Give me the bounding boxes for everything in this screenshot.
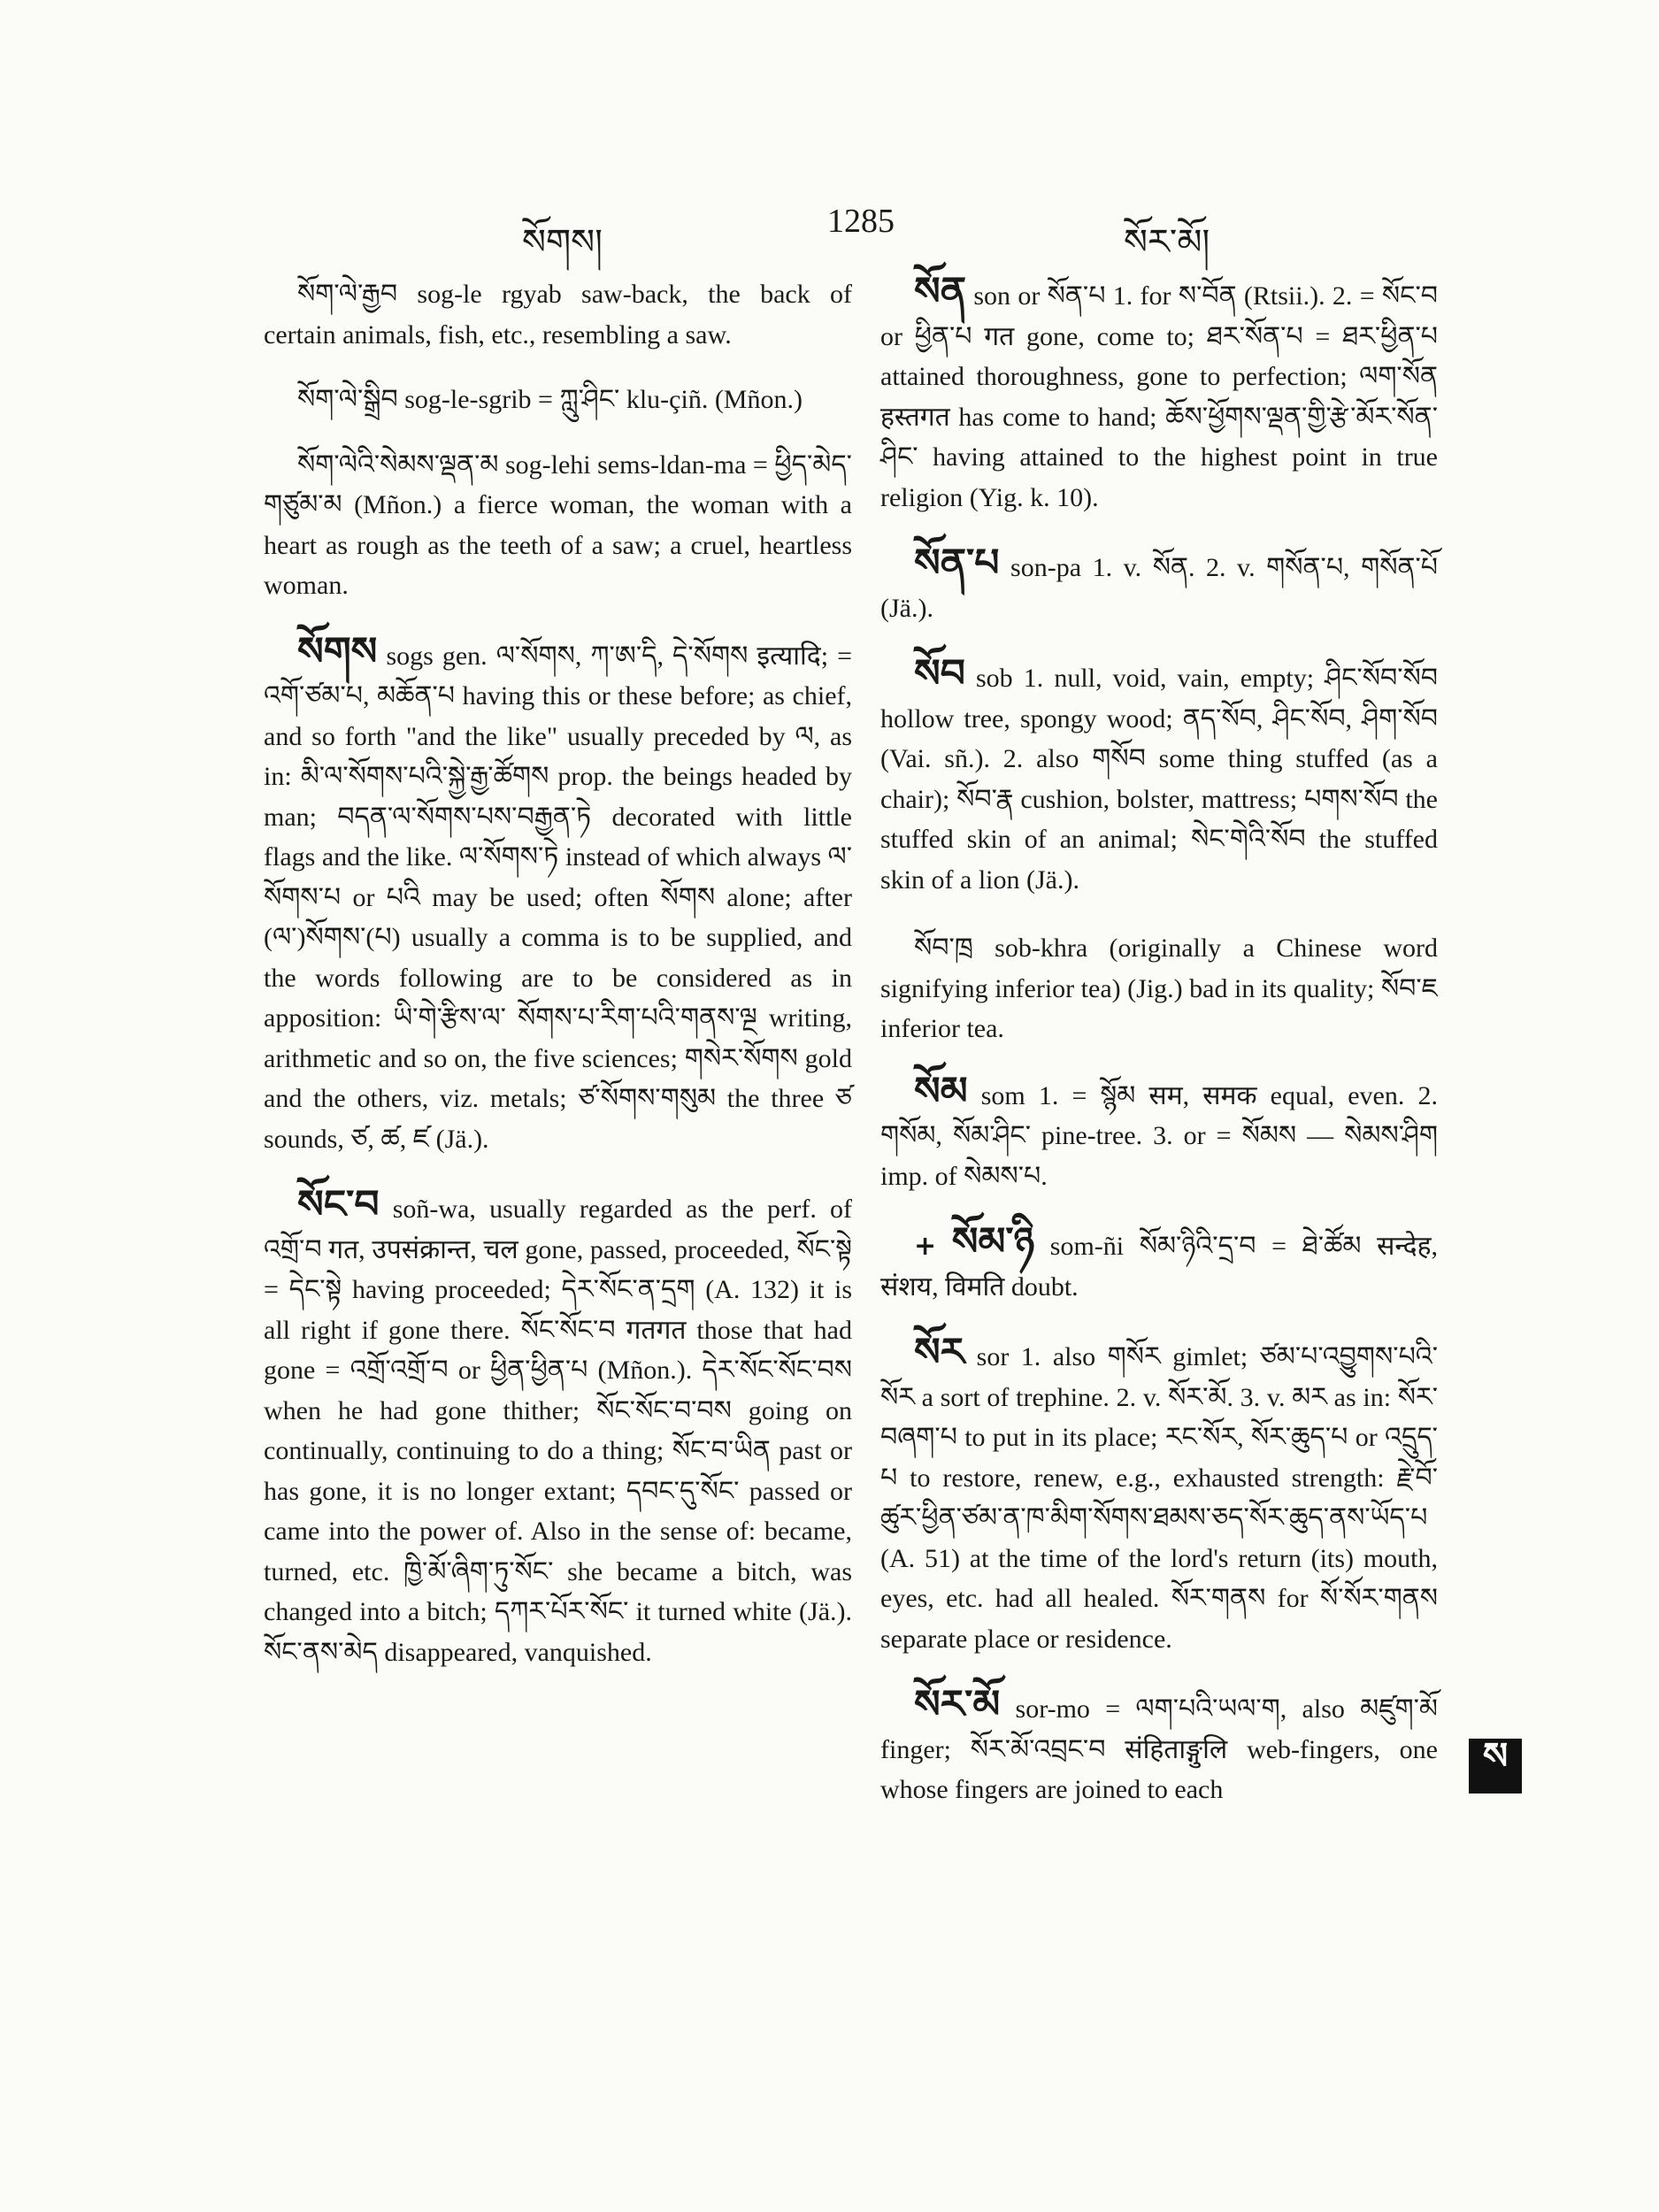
entry-text: sor 1. also གསོར gimlet; ཙམ་པ་འབྱུགས་པའི་སོར a sort of trephine. 2. v. སོར་མོ. 3. v. མར as in: སོར་བཞག་པ to put in its place; རང་སོར, སོར་ཆུད་པ or འདྲུད་པ to restore, renew, e.g., exhausted strength: རྗེ་བོ་ཚུར་ཕྱིན་ཙམ་ན་ཁ་མིག་སོགས་ཐམས་ཅད་སོར་ཆུད་ནས་ཡོད་པ (A. 51) at the time of the lord's return (its) mouth, eyes, etc. had all healed. སོར་གནས for སོ་སོར་གནས separate place or residence. bbox=[880, 1342, 1439, 1654]
headword: སོགས bbox=[297, 628, 378, 674]
entry-sog-le-rgyab bbox=[264, 274, 852, 355]
thumb-index-letter: ས bbox=[1482, 1733, 1509, 1778]
entry-sor-mo bbox=[880, 1682, 1438, 1810]
entry-text: སོག་ལེ་རྒྱབ sog-le rgyab saw-back, the back of certain animals, fish, etc., resembling a saw. bbox=[264, 280, 852, 349]
entry-text: som-ñi སོམ་ཉིའི་དྲ་བ = ཐེ་ཚོམ सन्देह, संशय, विमति doubt. bbox=[880, 1232, 1439, 1302]
entry-text: son or སོན་པ 1. for ས་བོན (Rtsii.). 2. = སོང་བ or ཕྱིན་པ गत gone, come to; ཐར་སོན་པ = ཐར་ཕྱིན་པ attained thoroughness, gone to perfection; ལག་སོན हस्तगत has come to hand; ཆོས་ཕྱོགས་ལྡན་གྱི་རྩེ་མོར་སོན་ཤིང་ having attained to the highest point in true religion (Yig. k. 10). bbox=[880, 281, 1439, 512]
entry-text: སོབ་ཁྲ sob-khra (originally a Chinese word signifying inferior tea) (Jig.) bad in its quality; སོབ་ཇ inferior tea. bbox=[880, 933, 1438, 1043]
entry-sob bbox=[880, 651, 1439, 900]
entry-son-wa bbox=[264, 1182, 852, 1672]
entry-sor bbox=[880, 1330, 1439, 1659]
headword: སོར bbox=[914, 1330, 965, 1375]
entry-text: sogs gen. ལ་སོགས, ཀ་ཨ་དི, དེ་སོགས इत्यादि; = འགོ་ཙམ་པ, མཆོན་པ having this or these before; as chief, and so forth "and the like" usually preceded by ལ, as in: མི་ལ་སོགས་པའི་སྐྱེ་རྒྱ་ཚོགས prop. the beings headed by man; བདན་ལ་སོགས་པས་བརྒྱན་ཏེ decorated with little flags and the like. ལ་སོགས་ཏེ instead of which always ལ་སོགས་པ or པའི may be used; often སོགས alone; after (ལ་)སོགས་(པ) usually a comma is to be supplied, and the words following are to be considered as in apposition: ཡི་གེ་རྩིས་ལ་ སོགས་པ་རིག་པའི་གནས་ལྔ writing, arithmetic and so on, the five sciences; གསེར་སོགས gold and the others, viz. metals; ཙ་སོགས་གསུམ the three ཙ sounds, ཙ, ཚ, ཛ (Jä.). bbox=[264, 641, 853, 1154]
headword: སོན bbox=[914, 269, 967, 314]
entry-som-ni bbox=[880, 1219, 1439, 1307]
entry-sog-le-sgrib bbox=[264, 380, 852, 420]
entry-son-pa bbox=[880, 541, 1438, 628]
prefix-mark: + bbox=[914, 1231, 937, 1262]
entry-text: sob 1. null, void, vain, empty; ཤིང་སོབ་སོབ hollow tree, spongy wood; ནད་སོབ, ཤིང་སོབ, ཤིག་སོབ (Vai. sñ.). 2. also གསོབ some thing stuffed (as a chair); སོབ་རྣ cushion, bolster, mattress; པགས་སོབ the stuffed skin of an animal; སེང་གེའི་སོབ the stuffed skin of a lion (Jä.). bbox=[880, 664, 1439, 895]
entry-text: soñ-wa, usually regarded as the perf. of འགྲོ་བ गत, उपसंक्रान्त, चल gone, passed, proceeded, སོང་སྟེ = དེང་སྟེ having proceeded; དེར་སོང་ན་དྲག (A. 132) it is all right if gone there. སོང་སོང་བ गतगत those that had gone = འགྲོ་འགྲོ་བ or ཕྱིན་ཕྱིན་པ (Mñon.). དེར་སོང་སོང་བས when he had gone thither; སོང་སོང་བ་བས going on continually, continuing to do a thing; སོང་བ་ཡིན past or has gone, it is no longer extant; དབང་དུ་སོང་ passed or came into the power of. Also in the sense of: became, turned, etc. ཁྱི་མོ་ཞིག་ཏུ་སོང་ she became a bitch, was changed into a bitch; དཀར་པོར་སོང་ it turned white (Jä.). སོང་ནས་མེད disappeared, vanquished. bbox=[264, 1194, 852, 1667]
headword: སོར་མོ bbox=[914, 1682, 1001, 1727]
running-head-right: སོར་མོ། bbox=[1124, 222, 1210, 263]
entry-text: som 1. = སྙོམ सम, समक equal, even. 2. གསོམ, སོམ་ཤིང་ pine-tree. 3. or = སོམས — སེམས་ཤིག imp. of སེམས་པ. bbox=[880, 1080, 1438, 1191]
headword: སོང་བ bbox=[297, 1182, 380, 1227]
entry-text: sor-mo = ལག་པའི་ཡལ་ག, also མཛུག་མོ finger; སོར་མོ་འབྲང་བ संहिताङ्गुलि web-fingers, one whose fingers are joined to each bbox=[880, 1694, 1438, 1804]
entry-sogs bbox=[264, 628, 853, 1160]
entry-sob-khra bbox=[880, 928, 1438, 1049]
running-head-left: སོགས། bbox=[522, 222, 603, 263]
entry-sog-lehi-sems-ldan-ma bbox=[264, 445, 852, 606]
left-column bbox=[264, 274, 852, 1701]
headword: སོམ་ཉི bbox=[951, 1219, 1035, 1264]
headword: སོབ bbox=[914, 651, 965, 696]
entry-text: སོག་ལེ་སྒྲིབ sog-le-sgrib = ཀླུ་ཤིང་ klu-çiñ. (Mñon.) bbox=[297, 385, 803, 414]
entry-text: སོག་ལེའི་སེམས་ལྡན་མ sog-lehi sems-ldan-ma = ཕྱིད་མེད་གཙུམ་མ (Mñon.) a fierce woman, the woman with a heart as rough as the teeth of a saw; a cruel, heartless woman. bbox=[264, 449, 852, 600]
thumb-index-tab bbox=[1469, 1733, 1522, 1793]
entry-text: son-pa 1. v. སོན. 2. v. གསོན་པ, གསོན་པོ (Jä.). bbox=[880, 553, 1438, 623]
headword: སོན་པ bbox=[914, 541, 1000, 586]
right-column bbox=[880, 269, 1439, 1839]
headword: སོམ bbox=[914, 1068, 968, 1114]
entry-son bbox=[880, 269, 1439, 518]
page-number: 1285 bbox=[827, 203, 895, 240]
entry-som bbox=[880, 1068, 1438, 1197]
